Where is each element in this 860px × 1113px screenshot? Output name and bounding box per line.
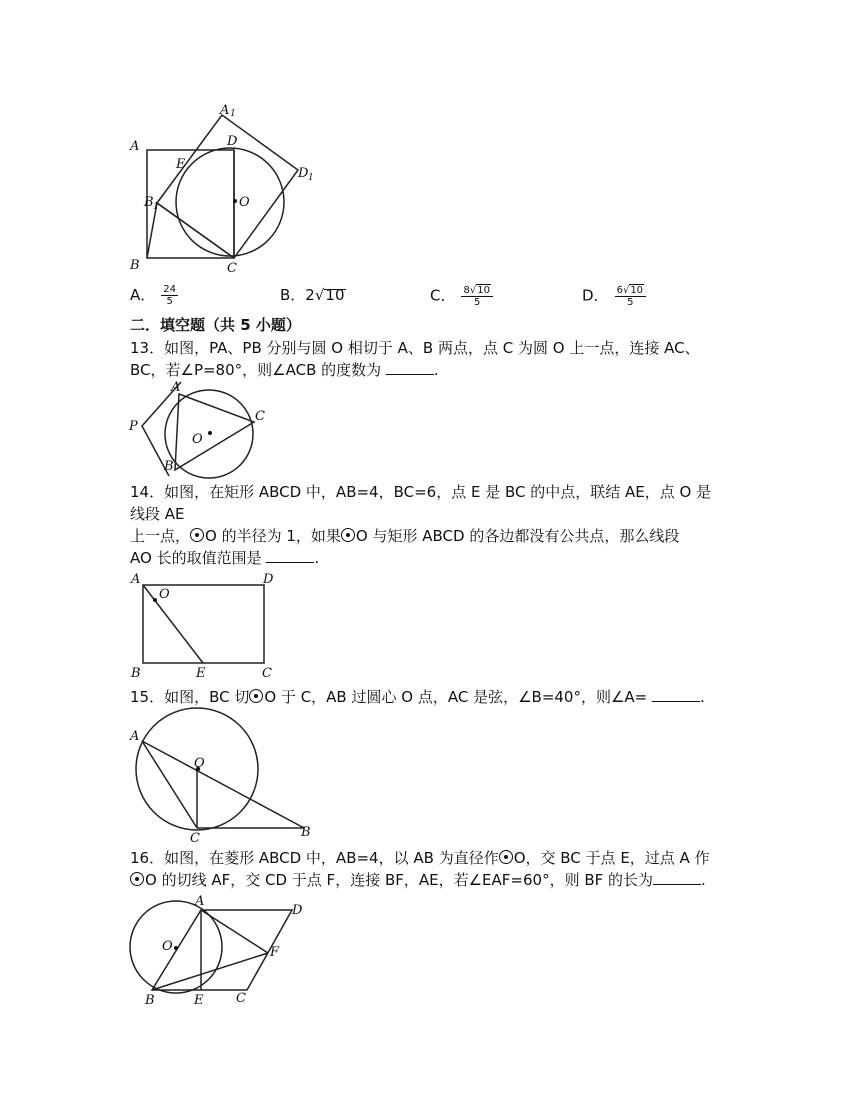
- svg-text:1: 1: [230, 109, 236, 119]
- svg-text:B: B: [130, 258, 140, 273]
- q15-figure: [124, 706, 324, 846]
- svg-text:B: B: [145, 993, 155, 1008]
- circle-symbol-icon: [249, 689, 263, 703]
- q12-figure: [120, 100, 330, 278]
- svg-text:F: F: [270, 945, 280, 960]
- circle-symbol-icon: [190, 528, 204, 542]
- q13-figure: [124, 378, 274, 480]
- svg-text:E: E: [194, 993, 204, 1008]
- circle-symbol-icon: [341, 528, 355, 542]
- svg-text:C: C: [255, 409, 265, 424]
- svg-text:A: A: [220, 103, 230, 118]
- q16-line1: 16．如图，在菱形 ABCD 中，AB=4，以 AB 为直径作 O，交 BC 于点 E，过点 A 作: [130, 849, 710, 867]
- svg-text:C: C: [236, 991, 246, 1006]
- q14-figure: [124, 570, 284, 682]
- svg-text:O: O: [194, 756, 205, 771]
- svg-text:1: 1: [308, 173, 314, 183]
- svg-text:A: A: [171, 380, 181, 395]
- svg-text:P: P: [129, 419, 138, 434]
- q13-answer-blank[interactable]: [386, 360, 434, 375]
- svg-text:D: D: [263, 572, 274, 587]
- q13-line2: BC，若∠P=80°，则∠ACB 的度数为 .: [130, 361, 439, 379]
- svg-text:D: D: [227, 134, 238, 149]
- svg-text:A: A: [131, 572, 141, 587]
- q14-line1: 14．如图，在矩形 ABCD 中，AB=4，BC=6，点 E 是 BC 的中点，联结 AE，点 O 是: [130, 483, 712, 501]
- q16-answer-blank[interactable]: [653, 870, 701, 885]
- q14-line2: 线段 AE: [130, 505, 185, 523]
- svg-text:C: C: [227, 261, 237, 276]
- q14-line4: AO 长的取值范围是 .: [130, 549, 320, 567]
- q14-answer-blank[interactable]: [266, 548, 314, 563]
- svg-text:B: B: [131, 666, 141, 681]
- q15-answer-blank[interactable]: [652, 687, 700, 702]
- svg-text:B: B: [164, 459, 174, 474]
- q12-option-d: D． $\frac{6√10}{5}$: [582, 284, 646, 308]
- svg-text:1: 1: [153, 202, 159, 212]
- q16-figure: [124, 892, 314, 1012]
- svg-text:E: E: [176, 157, 186, 172]
- svg-text:O: O: [159, 587, 170, 602]
- q12-option-a: A． $\frac{24}{5}$: [130, 284, 176, 307]
- svg-text:O: O: [192, 432, 203, 447]
- section-heading: 二．填空题（共 5 小题）: [130, 316, 301, 334]
- q15-line1: 15．如图，BC 切 O 于 C，AB 过圆心 O 点，AC 是弦，∠B=40°，则∠A= .: [130, 688, 705, 706]
- svg-text:E: E: [196, 666, 206, 681]
- q12-option-c: C． $\frac{8√10}{5}$: [430, 284, 493, 308]
- q12-option-b: B．2√10: [280, 286, 345, 304]
- q14-line3: 上一点， O 的半径为 1，如果 O 与矩形 ABCD 的各边都没有公共点，那么线段: [130, 527, 680, 545]
- svg-text:O: O: [162, 939, 173, 954]
- q16-line2: O 的切线 AF，交 CD 于点 F，连接 BF，AE，若∠EAF=60°，则 BF 的长为 .: [130, 869, 706, 891]
- circle-symbol-icon: [130, 872, 144, 886]
- svg-text:D: D: [292, 903, 303, 918]
- q13-line1: 13．如图，PA、PB 分别与圆 O 相切于 A、B 两点，点 C 为圆 O 上一点，连接 AC、: [130, 339, 700, 357]
- svg-text:B: B: [144, 195, 154, 210]
- svg-text:O: O: [239, 195, 250, 210]
- svg-text:D: D: [298, 166, 309, 181]
- circle-o: [176, 148, 284, 256]
- circle-symbol-icon: [499, 850, 513, 864]
- svg-text:A: A: [130, 729, 140, 744]
- svg-text:C: C: [262, 666, 272, 681]
- svg-text:A: A: [195, 894, 205, 909]
- svg-text:C: C: [190, 831, 200, 846]
- svg-text:A: A: [130, 139, 140, 154]
- svg-text:B: B: [301, 825, 311, 840]
